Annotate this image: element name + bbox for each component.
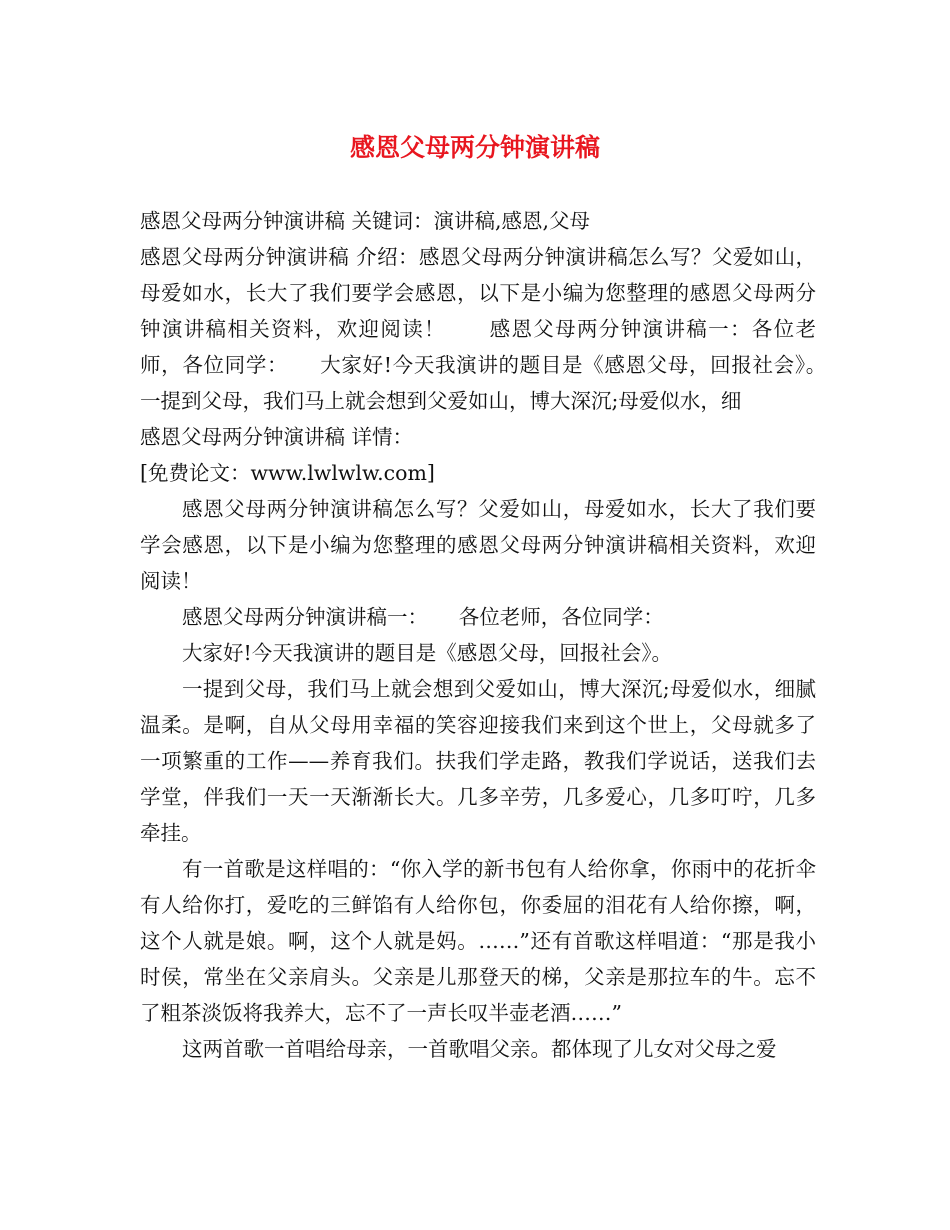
document-body bbox=[140, 203, 857, 1067]
body-paragraph-1: 感恩父母两分钟演讲稿怎么写？父爱如山，母爱如水，长大了我们要学会感恩，以下是小编为您整理的感恩父母两分钟演讲稿相关资料，欢迎阅读！ bbox=[140, 497, 816, 593]
body-paragraph-2: 感恩父母两分钟演讲稿一： 各位老师，各位同学： bbox=[182, 605, 664, 629]
body-paragraph-6: 这两首歌一首唱给母亲，一首歌唱父亲。都体现了儿女对父母之爱 bbox=[182, 1037, 777, 1061]
body-paragraph-4: 一提到父母，我们马上就会想到父爱如山，博大深沉;母爱似水，细腻温柔。是啊，自从父母用幸福的笑容迎接我们来到这个世上，父母就多了一项繁重的工作——养育我们。扶我们学走路，教我们学说话，送我们去学堂，伴我们一天一天渐渐长大。几多辛劳，几多爱心，几多叮咛，几多牵挂。 bbox=[140, 677, 816, 845]
body-paragraph-3: 大家好!今天我演讲的题目是《感恩父母，回报社会》。 bbox=[182, 641, 672, 665]
intro-paragraph: 感恩父母两分钟演讲稿 介绍：感恩父母两分钟演讲稿怎么写？父爱如山，母爱如水，长大了我们要学会感恩，以下是小编为您整理的感恩父母两分钟演讲稿相关资料，欢迎阅读！ 感恩父母两分钟演讲稿一：各位老师，各位同学： 大家好!今天我演讲的题目是《感恩父母，回报社会》。 一提到父母，我们马上就会想到父爱如山，博大深沉;母爱似水，细 bbox=[140, 245, 857, 413]
details-line: 感恩父母两分钟演讲稿 详情： bbox=[140, 425, 414, 449]
keywords-line: 感恩父母两分钟演讲稿 关键词：演讲稿,感恩,父母 bbox=[140, 209, 591, 233]
document-title: 感恩父母两分钟演讲稿 bbox=[349, 133, 600, 162]
body-paragraph-5: 有一首歌是这样唱的：“你入学的新书包有人给你拿，你雨中的花折伞有人给你打，爱吃的三鲜馅有人给你包，你委屈的泪花有人给你擦，啊，这个人就是娘。啊，这个人就是妈。……”还有首歌这样唱道：“那是我小时侯，常坐在父亲肩头。父亲是儿那登天的梯，父亲是那拉车的牛。忘不了粗茶淡饭将我养大，忘不了一声长叹半壶老酒……” bbox=[140, 857, 816, 1025]
source-link[interactable]: [免费论文：www.lwlwlw.com] bbox=[140, 461, 435, 485]
